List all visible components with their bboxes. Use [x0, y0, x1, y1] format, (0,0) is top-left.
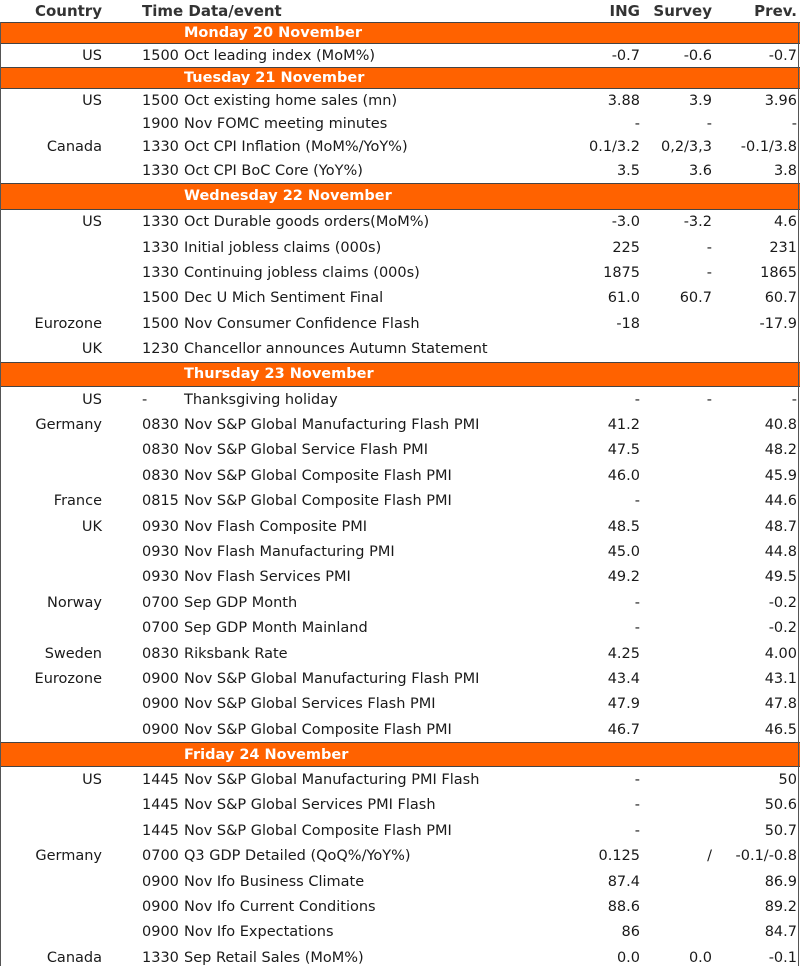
cell-time: 1330 [142, 949, 179, 966]
cell-survey: 0,2/3,3 [660, 139, 712, 156]
cell-country: Canada [46, 949, 102, 966]
cell-prev: 49.5 [764, 569, 797, 586]
cell-prev: 4.6 [773, 214, 797, 231]
table-row [0, 488, 800, 513]
cell-ing: 225 [612, 239, 640, 256]
cell-ing: - [634, 116, 640, 133]
cell-prev: 43.1 [764, 670, 797, 687]
cell-event: Sep GDP Month [184, 594, 298, 611]
cell-ing: 3.5 [616, 162, 640, 179]
table-row [0, 44, 800, 67]
cell-time: 0930 [142, 569, 179, 586]
cell-event: Nov S&P Global Manufacturing PMI Flash [184, 772, 480, 789]
cell-ing: - [634, 772, 640, 789]
cell-ing [540, 337, 640, 362]
table-row [0, 692, 800, 717]
cell-country [0, 286, 102, 311]
cell-time: 1500 [142, 47, 179, 64]
table-row [0, 311, 800, 336]
cell-country [0, 463, 102, 488]
cell-country: UK [81, 341, 102, 358]
cell-event: Nov S&P Global Composite Flash PMI [184, 493, 452, 510]
cell-country: US [82, 47, 102, 64]
cell-time: 1230 [142, 341, 179, 358]
cell-survey [650, 767, 712, 792]
cell-event: Nov Ifo Expectations [184, 924, 334, 941]
cell-prev: 60.7 [764, 290, 797, 307]
cell-survey [650, 818, 712, 843]
cell-country [0, 615, 102, 640]
cell-time: 1445 [142, 772, 179, 789]
cell-survey: - [706, 265, 712, 282]
cell-ing: 0.0 [616, 949, 640, 966]
cell-ing: 3.88 [607, 92, 640, 109]
cell-time: 0830 [142, 645, 179, 662]
table-row [0, 387, 800, 412]
cell-prev: -0.2 [768, 594, 797, 611]
cell-survey [650, 920, 712, 945]
cell-ing: - [634, 493, 640, 510]
cell-survey [650, 793, 712, 818]
cell-event: Nov Ifo Business Climate [184, 873, 365, 890]
day-header [0, 67, 800, 89]
cell-time: 1445 [142, 797, 179, 814]
cell-time: 1330 [142, 139, 179, 156]
cell-time: 1500 [142, 315, 179, 332]
table-left-border [0, 22, 1, 966]
cell-event: Nov S&P Global Manufacturing Flash PMI [184, 670, 480, 687]
table-row [0, 112, 800, 135]
table-row [0, 869, 800, 894]
cell-survey [650, 463, 712, 488]
cell-event: Oct CPI Inflation (MoM%/YoY%) [184, 139, 408, 156]
table-row [0, 159, 800, 182]
cell-country [0, 717, 102, 742]
cell-prev: 47.8 [764, 696, 797, 713]
cell-event: Nov Flash Manufacturing PMI [184, 543, 395, 560]
cell-country [0, 260, 102, 285]
day-label: Tuesday 21 November [184, 70, 365, 86]
cell-prev: 45.9 [764, 467, 797, 484]
cell-ing: - [634, 620, 640, 637]
header-country: Country [34, 2, 102, 20]
cell-time: 0700 [142, 848, 179, 865]
cell-ing: -0.7 [611, 47, 640, 64]
day-header [0, 362, 800, 387]
cell-survey [650, 311, 712, 336]
cell-country: US [82, 391, 102, 408]
cell-prev: -0.1 [768, 949, 797, 966]
cell-prev: 231 [769, 239, 797, 256]
cell-survey [650, 337, 712, 362]
cell-survey: - [706, 116, 712, 133]
cell-event: Sep Retail Sales (MoM%) [184, 949, 364, 966]
cell-event: Nov Flash Composite PMI [184, 518, 368, 535]
cell-ing: - [634, 594, 640, 611]
cell-country: France [53, 493, 102, 510]
cell-prev: 3.8 [773, 162, 797, 179]
table-row [0, 136, 800, 159]
cell-event: Nov S&P Global Services PMI Flash [184, 797, 436, 814]
cell-country [0, 235, 102, 260]
cell-prev: 48.7 [764, 518, 797, 535]
cell-time: - [142, 391, 148, 408]
cell-ing: 87.4 [607, 873, 640, 890]
cell-event: Nov S&P Global Composite Flash PMI [184, 467, 452, 484]
cell-survey [650, 615, 712, 640]
cell-ing: 61.0 [607, 290, 640, 307]
day-label: Monday 20 November [184, 25, 363, 41]
cell-time: 1330 [142, 162, 179, 179]
cell-country: Germany [35, 848, 102, 865]
cell-ing: 47.9 [607, 696, 640, 713]
cell-ing: 43.4 [607, 670, 640, 687]
table-row [0, 514, 800, 539]
cell-prev: 4.00 [764, 645, 797, 662]
cell-survey [650, 565, 712, 590]
cell-event: Oct existing home sales (mn) [184, 92, 398, 109]
cell-country: Germany [35, 416, 102, 433]
table-row [0, 767, 800, 792]
cell-event: Nov S&P Global Manufacturing Flash PMI [184, 416, 480, 433]
cell-prev: 50.7 [764, 822, 797, 839]
cell-prev [720, 337, 797, 362]
day-label: Wednesday 22 November [184, 188, 392, 205]
table-row [0, 565, 800, 590]
cell-country [0, 438, 102, 463]
cell-survey [650, 869, 712, 894]
cell-prev: 50 [778, 772, 797, 789]
cell-time: 1330 [142, 239, 179, 256]
cell-country [0, 793, 102, 818]
header-ing: ING [609, 2, 640, 20]
cell-ing: 46.7 [607, 721, 640, 738]
cell-survey [650, 717, 712, 742]
cell-event: Nov Flash Services PMI [184, 569, 351, 586]
cell-time: 0930 [142, 518, 179, 535]
table-row [0, 894, 800, 919]
table-row [0, 89, 800, 112]
cell-ing: 41.2 [607, 416, 640, 433]
cell-event: Nov FOMC meeting minutes [184, 116, 388, 133]
cell-time: 0700 [142, 594, 179, 611]
cell-time: 1445 [142, 822, 179, 839]
cell-time: 0930 [142, 543, 179, 560]
cell-country [0, 692, 102, 717]
cell-time: 0900 [142, 696, 179, 713]
cell-country: Canada [46, 139, 102, 156]
header-prev: Prev. [754, 2, 797, 20]
cell-time: 1500 [142, 290, 179, 307]
cell-ing: - [634, 391, 640, 408]
cell-country: US [82, 772, 102, 789]
cell-prev: 1865 [760, 265, 797, 282]
table-row [0, 337, 800, 362]
cell-event: Sep GDP Month Mainland [184, 620, 368, 637]
cell-survey [650, 438, 712, 463]
table-header [0, 0, 800, 22]
table-row [0, 666, 800, 691]
cell-survey: -3.2 [683, 214, 712, 231]
cell-time: 0830 [142, 416, 179, 433]
cell-event: Q3 GDP Detailed (QoQ%/YoY%) [184, 848, 411, 865]
cell-survey: 3.6 [688, 162, 712, 179]
table-row [0, 717, 800, 742]
cell-country [0, 818, 102, 843]
cell-event: Nov S&P Global Composite Flash PMI [184, 721, 452, 738]
cell-survey: - [706, 239, 712, 256]
cell-survey: 60.7 [679, 290, 712, 307]
cell-event: Nov S&P Global Service Flash PMI [184, 442, 428, 459]
cell-event: Oct CPI BoC Core (YoY%) [184, 162, 363, 179]
cell-ing: 48.5 [607, 518, 640, 535]
cell-time: 0700 [142, 620, 179, 637]
cell-prev: -0.1/-0.8 [735, 848, 797, 865]
cell-ing: 0.125 [598, 848, 640, 865]
cell-event: Nov S&P Global Composite Flash PMI [184, 822, 452, 839]
cell-prev: 3.96 [764, 92, 797, 109]
cell-ing: 88.6 [607, 899, 640, 916]
cell-time: 1500 [142, 92, 179, 109]
header-time-event: Time Data/event [142, 2, 282, 20]
table-right-border [798, 22, 799, 966]
cell-country [0, 539, 102, 564]
cell-event: Continuing jobless claims (000s) [184, 265, 420, 282]
cell-ing: -3.0 [611, 214, 640, 231]
cell-country: Eurozone [34, 670, 102, 687]
header-survey: Survey [653, 2, 712, 20]
cell-ing: 49.2 [607, 569, 640, 586]
day-header [0, 22, 800, 44]
cell-survey: -0.6 [683, 47, 712, 64]
table-row [0, 438, 800, 463]
cell-event: Oct leading index (MoM%) [184, 47, 376, 64]
cell-survey [650, 514, 712, 539]
cell-time: 0900 [142, 899, 179, 916]
cell-event: Nov S&P Global Services Flash PMI [184, 696, 436, 713]
table-row [0, 286, 800, 311]
cell-country [0, 159, 102, 182]
table-row [0, 235, 800, 260]
cell-country [0, 869, 102, 894]
cell-ing: - [634, 797, 640, 814]
table-row [0, 539, 800, 564]
cell-country [0, 894, 102, 919]
cell-time: 1330 [142, 265, 179, 282]
cell-survey [650, 894, 712, 919]
table-row [0, 818, 800, 843]
cell-ing: - [634, 822, 640, 839]
cell-prev: 89.2 [764, 899, 797, 916]
cell-survey [650, 590, 712, 615]
cell-country: Sweden [44, 645, 102, 662]
cell-time: 0900 [142, 873, 179, 890]
cell-ing: -18 [616, 315, 640, 332]
cell-survey [650, 641, 712, 666]
cell-country: US [82, 214, 102, 231]
cell-prev: -0.1/3.8 [740, 139, 797, 156]
cell-ing: 46.0 [607, 467, 640, 484]
cell-prev: 48.2 [764, 442, 797, 459]
cell-ing: 47.5 [607, 442, 640, 459]
table-body [0, 22, 800, 971]
cell-prev: 40.8 [764, 416, 797, 433]
cell-country [0, 112, 102, 135]
cell-prev: -0.2 [768, 620, 797, 637]
cell-survey: 0.0 [688, 949, 712, 966]
cell-ing: 1875 [603, 265, 640, 282]
cell-time: 0830 [142, 467, 179, 484]
cell-time: 0900 [142, 721, 179, 738]
table-row [0, 260, 800, 285]
table-row [0, 641, 800, 666]
cell-prev: -17.9 [759, 315, 797, 332]
cell-time: 1330 [142, 214, 179, 231]
cell-survey [650, 412, 712, 437]
cell-survey: / [707, 848, 712, 865]
table-row [0, 615, 800, 640]
cell-ing: 45.0 [607, 543, 640, 560]
cell-prev: 46.5 [764, 721, 797, 738]
cell-country: Norway [46, 594, 102, 611]
cell-ing: 86 [621, 924, 640, 941]
table-row [0, 920, 800, 945]
cell-survey: 3.9 [688, 92, 712, 109]
cell-event: Nov Ifo Current Conditions [184, 899, 376, 916]
cell-event: Initial jobless claims (000s) [184, 239, 382, 256]
cell-country [0, 920, 102, 945]
cell-prev: - [791, 116, 797, 133]
day-label: Friday 24 November [184, 746, 349, 763]
cell-prev: 50.6 [764, 797, 797, 814]
cell-country: UK [81, 518, 102, 535]
cell-prev: 86.9 [764, 873, 797, 890]
day-label: Thursday 23 November [184, 366, 374, 383]
cell-prev: 84.7 [764, 924, 797, 941]
table-row [0, 793, 800, 818]
cell-event: Riksbank Rate [184, 645, 288, 662]
cell-survey [650, 488, 712, 513]
table-row [0, 412, 800, 437]
cell-time: 0900 [142, 670, 179, 687]
cell-ing: 4.25 [607, 645, 640, 662]
cell-prev: 44.6 [764, 493, 797, 510]
cell-survey [650, 539, 712, 564]
cell-event: Chancellor announces Autumn Statement [184, 341, 488, 358]
cell-country: Eurozone [34, 315, 102, 332]
cell-ing: 0.1/3.2 [588, 139, 640, 156]
day-header [0, 742, 800, 767]
cell-time: 0900 [142, 924, 179, 941]
table-row [0, 945, 800, 970]
table-row [0, 590, 800, 615]
cell-event: Thanksgiving holiday [184, 391, 338, 408]
table-row [0, 210, 800, 235]
cell-time: 0830 [142, 442, 179, 459]
table-row [0, 844, 800, 869]
day-header [0, 183, 800, 210]
cell-event: Dec U Mich Sentiment Final [184, 290, 384, 307]
cell-time: 0815 [142, 493, 179, 510]
cell-prev: -0.7 [768, 47, 797, 64]
cell-country: US [82, 92, 102, 109]
cell-prev: 44.8 [764, 543, 797, 560]
cell-time: 1900 [142, 116, 179, 133]
table-row [0, 463, 800, 488]
cell-country [0, 565, 102, 590]
cell-prev: - [791, 391, 797, 408]
cell-survey [650, 692, 712, 717]
cell-event: Oct Durable goods orders(MoM%) [184, 214, 430, 231]
cell-survey [650, 666, 712, 691]
cell-event: Nov Consumer Confidence Flash [184, 315, 420, 332]
cell-survey: - [706, 391, 712, 408]
